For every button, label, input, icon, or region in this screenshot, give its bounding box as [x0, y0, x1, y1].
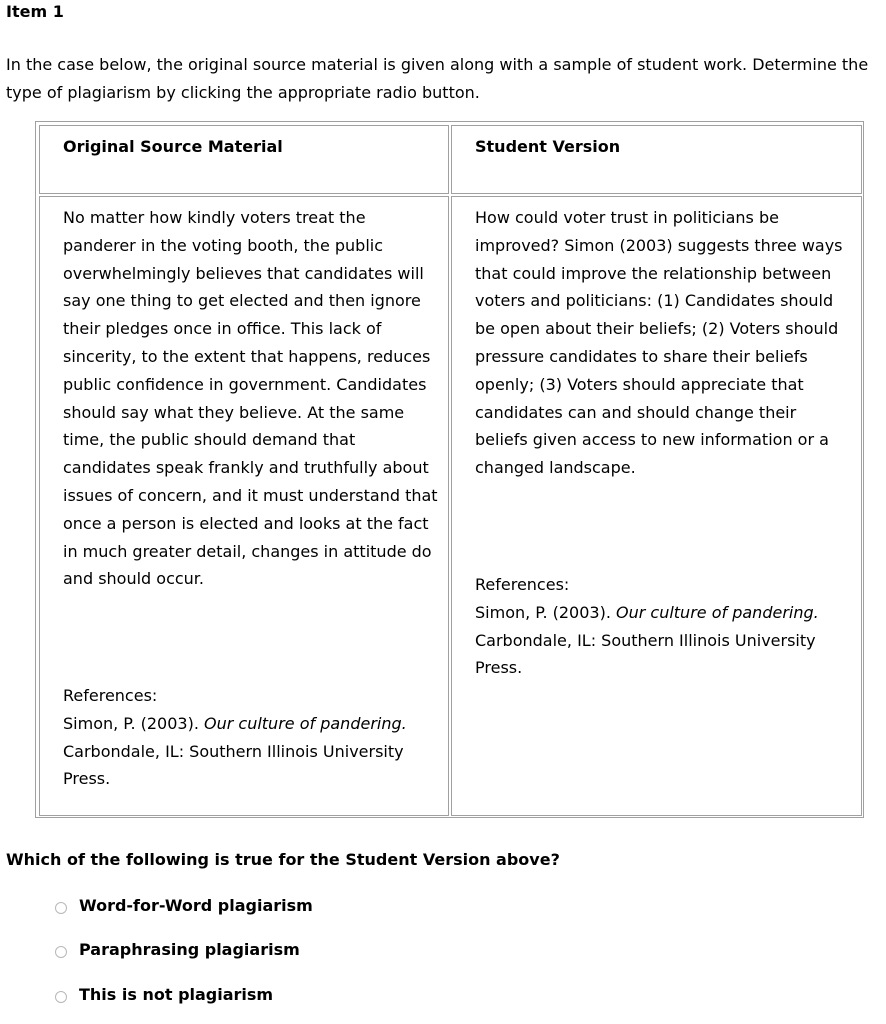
student-header-cell	[451, 125, 862, 194]
references-label: References:	[475, 575, 570, 594]
reference-citation	[63, 710, 438, 793]
original-header-cell	[39, 125, 449, 194]
student-passage: How could voter trust in politicians be improved? Simon (2003) suggests three ways that could improve the relationship between voters and politicians: (1) Candidates should be open about their beliefs; (2) Voters should pressure candidates to share their beliefs openly; (3) Voters should appreciate that candidates can and should change their beliefs given access to new information or a changed landscape.	[475, 208, 843, 478]
reference-author: Simon, P. (2003).	[475, 602, 611, 622]
option-word-for-word[interactable]	[55, 894, 313, 918]
reference-citation	[475, 599, 850, 682]
radio-button[interactable]	[55, 902, 67, 914]
option-paraphrasing[interactable]	[55, 938, 300, 962]
original-references	[63, 682, 438, 793]
reference-publisher: Carbondale, IL: Southern Illinois University Press.	[63, 741, 404, 789]
question-prompt: Which of the following is true for the Student Version above?	[6, 850, 560, 869]
option-not-plagiarism[interactable]	[55, 983, 273, 1007]
radio-button[interactable]	[55, 946, 67, 958]
option-label[interactable]: Word-for-Word plagiarism	[79, 896, 313, 915]
reference-title: Our culture of pandering.	[204, 713, 407, 733]
references-label: References:	[63, 686, 158, 705]
option-label[interactable]: This is not plagiarism	[79, 985, 274, 1004]
instructions-text: In the case below, the original source material is given along with a sample of student work. Determine the type of plagiarism by clicking the appropriate radio button.	[6, 55, 869, 102]
original-source-header: Original Source Material	[63, 137, 283, 156]
original-passage: No matter how kindly voters treat the panderer in the voting booth, the public overwhelmingly believes that candidates will say one thing to get elected and then ignore their pledges once in office. This lack of sincerity, to the extent that happens, reduces public confidence in government. Candidates should say what they believe. At the same time, the public should demand that candidates speak frankly and truthfully about issues of concern, and it must understand that once a person is elected and looks at the fact in much greater detail, changes in attitude do and should occur.	[63, 208, 438, 589]
original-body-cell	[39, 196, 449, 816]
reference-publisher: Carbondale, IL: Southern Illinois University Press.	[475, 630, 816, 678]
student-body-cell	[451, 196, 862, 816]
student-version-header: Student Version	[475, 137, 621, 156]
option-label[interactable]: Paraphrasing plagiarism	[79, 940, 300, 959]
student-references	[475, 571, 850, 682]
reference-author: Simon, P. (2003).	[63, 713, 199, 733]
radio-button[interactable]	[55, 991, 67, 1003]
reference-title: Our culture of pandering.	[616, 602, 819, 622]
comparison-table	[35, 121, 864, 818]
item-title: Item 1	[6, 2, 64, 21]
